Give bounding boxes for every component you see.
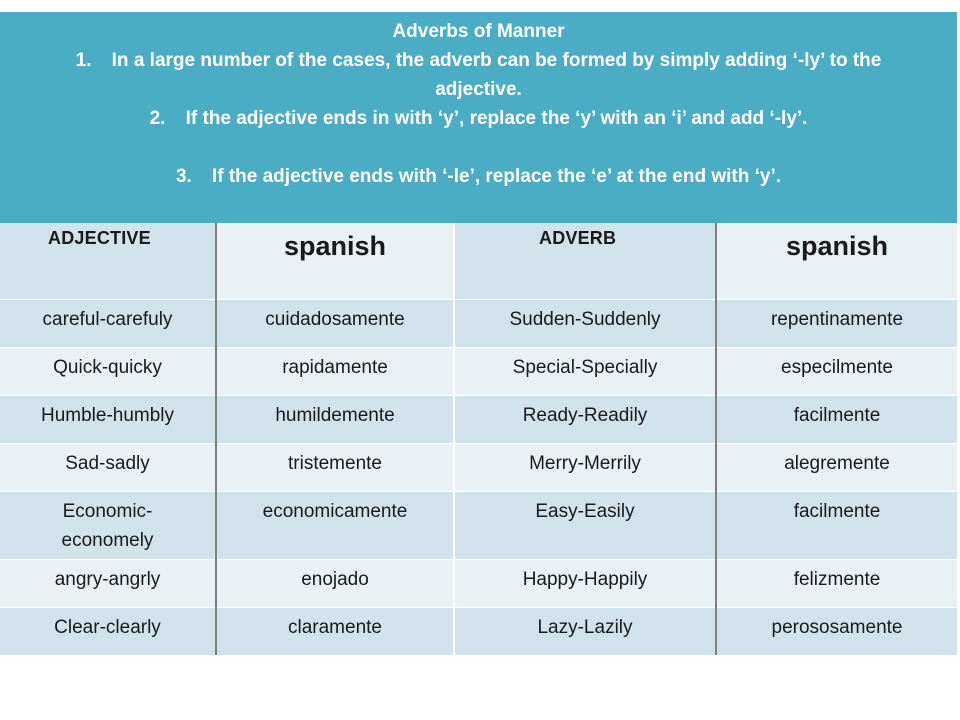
table-row (0, 491, 957, 559)
table-cell: careful-carefuly (0, 299, 216, 347)
rule-3 (0, 162, 957, 191)
rule-3-text: If the adjective ends with ‘-le’, replace the ‘e’ at the end with ‘y’. (211, 166, 782, 187)
table-row (0, 607, 957, 655)
header-row (0, 223, 957, 299)
header-spanish-1 (216, 223, 454, 299)
table-cell: Clear-clearly (0, 607, 216, 655)
table-cell: facilmente (716, 395, 957, 443)
rule-1-number: 1. (75, 50, 92, 71)
table-row (0, 395, 957, 443)
rule-2-text: If the adjective ends in with ‘y’, replace the ‘y’ with an ‘i’ and add ‘-ly’. (185, 108, 808, 129)
table-cell: angry-angrly (0, 559, 216, 607)
header-spanish-2-label: spanish (785, 231, 889, 261)
header-spanish-1-label: spanish (283, 231, 387, 261)
table-cell: Lazy-Lazily (454, 607, 716, 655)
header-adjective-label: ADJECTIVE (48, 228, 151, 248)
table-cell: Sudden-Suddenly (454, 299, 716, 347)
table-cell: Merry-Merrily (454, 443, 716, 491)
header-adjective (0, 223, 216, 299)
table-cell: facilmente (716, 491, 957, 559)
table-cell: Happy-Happily (454, 559, 716, 607)
banner (0, 12, 957, 223)
table-cell: perososamente (716, 607, 957, 655)
table-cell: felizmente (716, 559, 957, 607)
table-cell: economicamente (216, 491, 454, 559)
adverbs-table (0, 12, 957, 655)
banner-title: Adverbs of Manner (392, 21, 565, 42)
table-cell: Quick-quicky (0, 347, 216, 395)
table-row (0, 347, 957, 395)
header-adverb (454, 223, 716, 299)
rule-1 (0, 46, 957, 104)
table-cell: rapidamente (216, 347, 454, 395)
rule-3-number: 3. (175, 166, 192, 187)
header-adverb-label: ADVERB (539, 228, 617, 248)
table-cell: Easy-Easily (454, 491, 716, 559)
rule-2 (0, 104, 957, 133)
rule-spacer (0, 133, 957, 162)
table-cell: repentinamente (716, 299, 957, 347)
rule-1-text: In a large number of the cases, the adverb can be formed by simply adding ‘-ly’ to the adjective. (111, 50, 882, 100)
table-cell: claramente (216, 607, 454, 655)
table-cell: tristemente (216, 443, 454, 491)
table-row (0, 559, 957, 607)
table-row (0, 443, 957, 491)
rule-2-number: 2. (149, 108, 166, 129)
table-cell: alegremente (716, 443, 957, 491)
header-spanish-2 (716, 223, 957, 299)
table-cell: Humble-humbly (0, 395, 216, 443)
table-cell: cuidadosamente (216, 299, 454, 347)
table-cell: humildemente (216, 395, 454, 443)
table-cell: especilmente (716, 347, 957, 395)
table-cell: Economic-economely (0, 491, 216, 559)
table-cell: Special-Specially (454, 347, 716, 395)
table-cell: enojado (216, 559, 454, 607)
table-cell: Ready-Readily (454, 395, 716, 443)
table-row (0, 299, 957, 347)
table-cell: Sad-sadly (0, 443, 216, 491)
